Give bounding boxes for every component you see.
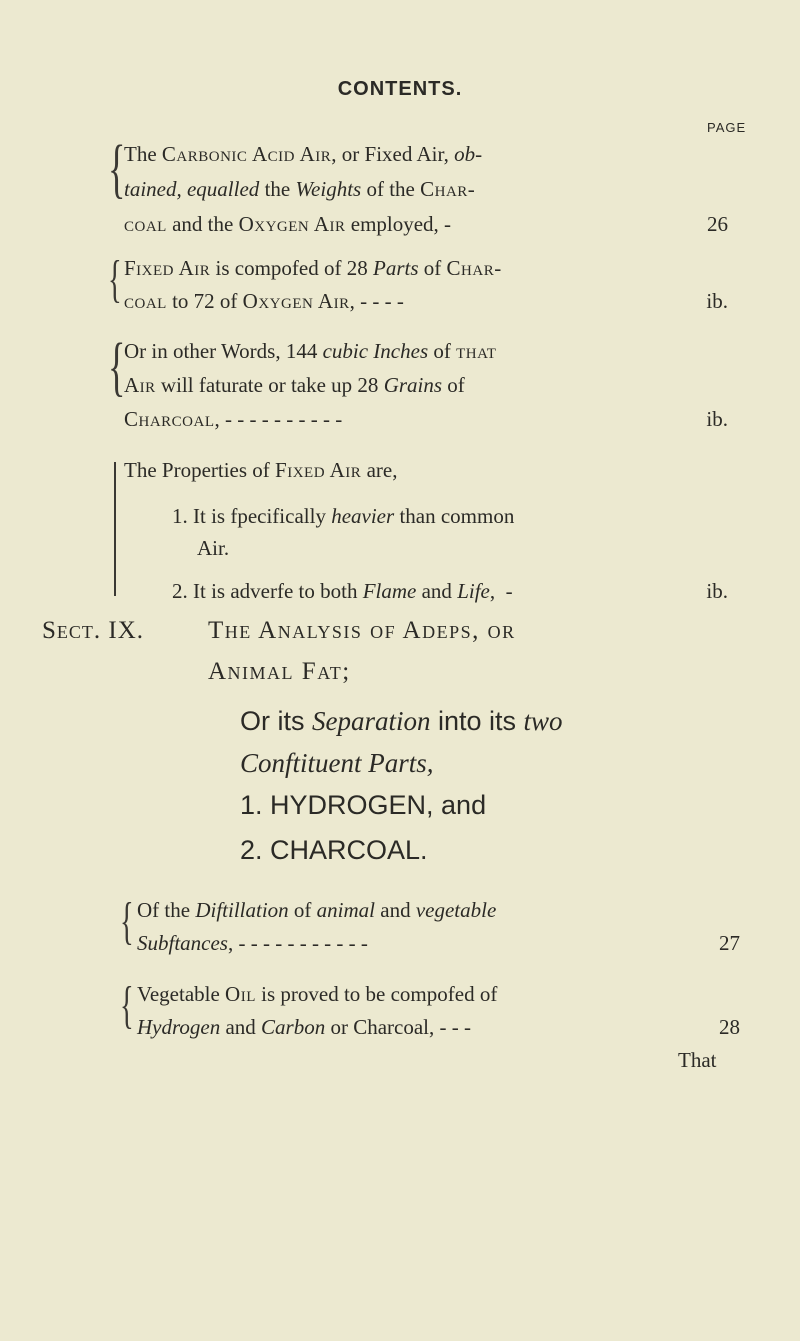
page-heading: CONTENTS. (337, 78, 463, 100)
entry-line: Of the Diftillation of animal and vegetable (137, 898, 497, 922)
entry-line: Subftances, - - - - - - - - - - - (137, 931, 368, 955)
page-number: ib. (706, 289, 728, 313)
section-subtitle: Conftituent Parts, (240, 748, 434, 778)
list-item: 2. It is adverfe to both Flame and Life, - (172, 579, 513, 603)
section-title: Animal Fat; (208, 658, 351, 685)
brace-icon: { (108, 251, 122, 308)
page-number: 26 (707, 212, 728, 236)
bracket-icon (114, 462, 122, 596)
page-number: 27 (719, 931, 740, 955)
entry-line: Air will faturate or take up 28 Grains of (124, 373, 465, 397)
page-number: ib. (706, 407, 728, 431)
entry-line: Or in other Words, 144 cubic Inches of that (124, 339, 497, 363)
page-number: 28 (719, 1015, 740, 1039)
brace-icon: { (120, 977, 134, 1034)
entry-line: Vegetable Oil is proved to be compofed of (137, 982, 498, 1006)
entry-line: Charcoal, - - - - - - - - - - (124, 407, 343, 431)
brace-icon: { (120, 893, 134, 950)
section-subtitle: Or its Separation into its two (240, 706, 563, 736)
brace-icon: { (108, 132, 126, 205)
entry-line: Fixed Air is compofed of 28 Parts of Char- (124, 256, 502, 280)
entry-line: Hydrogen and Carbon or Charcoal, - - - (137, 1015, 471, 1039)
section-label: Sect. IX. (42, 617, 145, 644)
page-column-label: PAGE (707, 120, 747, 135)
entry-line: The Carbonic Acid Air, or Fixed Air, ob- (124, 142, 483, 166)
catchword: That (678, 1048, 717, 1072)
section-part: 1. HYDROGEN, and (240, 790, 487, 820)
entry-line: coal to 72 of Oxygen Air, - - - - (124, 289, 404, 313)
page-number: ib. (706, 579, 728, 603)
entry-line: The Properties of Fixed Air are, (124, 458, 398, 482)
entry-line: coal and the Oxygen Air employed, - (124, 212, 452, 236)
section-part: 2. CHARCOAL. (240, 835, 428, 865)
section-title: The Analysis of Adeps, or (208, 617, 516, 644)
entry-line: tained, equalled the Weights of the Char- (124, 177, 476, 201)
list-item: 1. It is fpecifically heavier than common (172, 504, 515, 528)
brace-icon: { (108, 330, 126, 403)
list-item-continuation: Air. (197, 536, 230, 560)
